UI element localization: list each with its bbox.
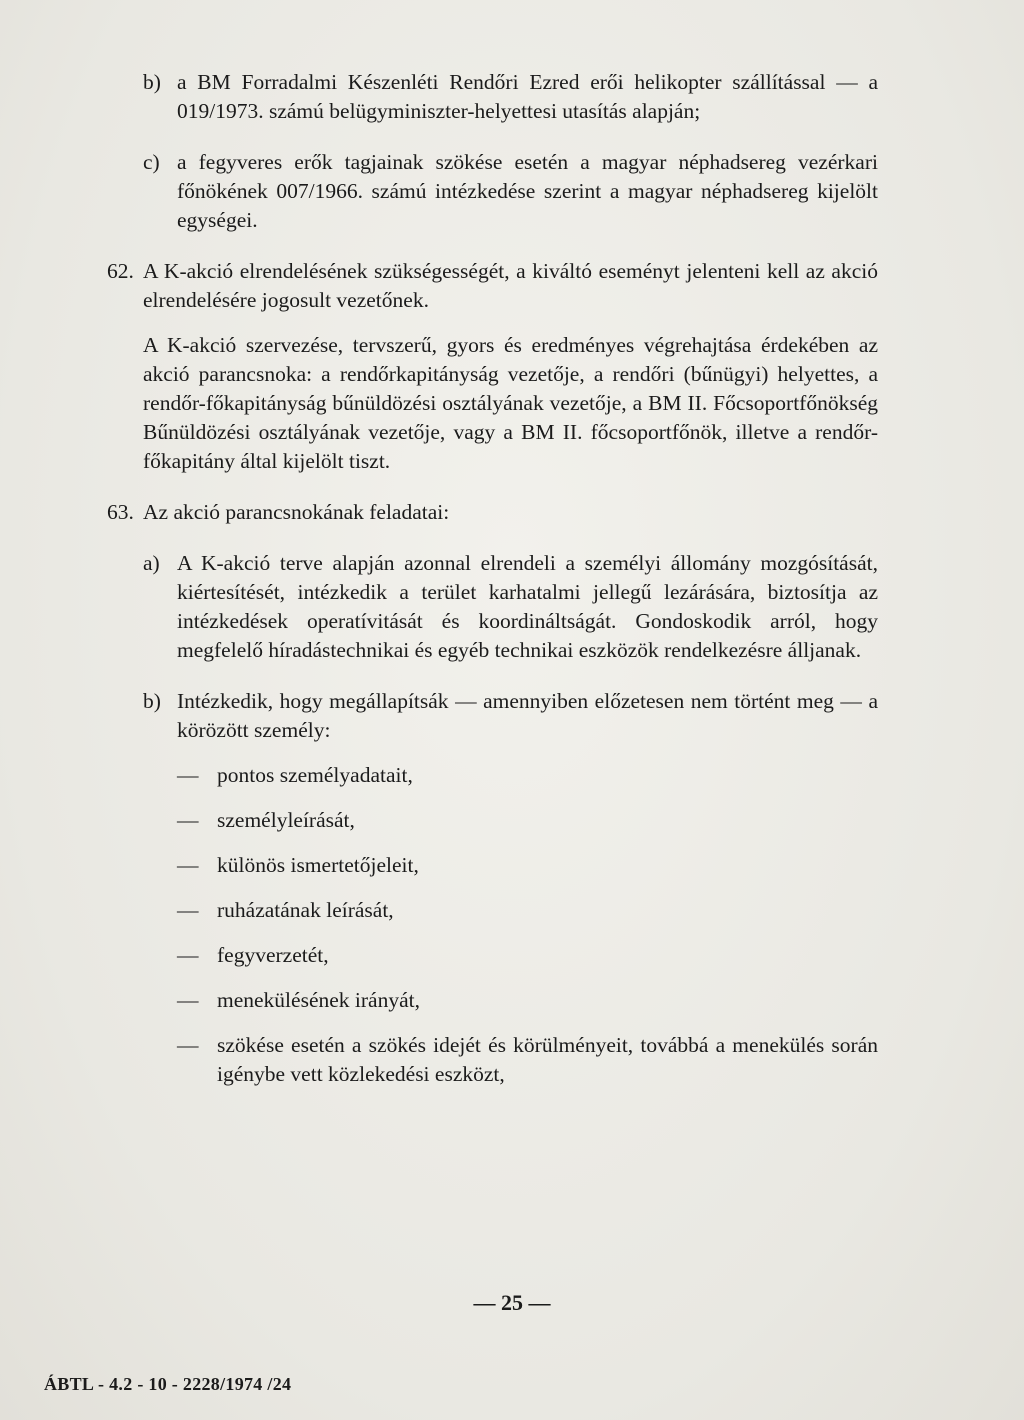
list-label: a)	[143, 551, 160, 575]
archive-reference: ÁBTL - 4.2 - 10 - 2228/1974 /24	[44, 1374, 292, 1394]
paragraph-63	[107, 498, 878, 527]
paragraph-text: Az akció parancsnokának feladatai:	[143, 500, 450, 524]
dash-marker: —	[177, 943, 199, 967]
list-text: a fegyveres erők tagjainak szökése esetén a magyar néphadsereg vezérkari főnökének 007/1966. számú intézkedése szerint a magyar néphadsereg kijelölt egységei.	[177, 150, 878, 232]
dash-item-text: szökése esetén a szökés idejét és körülményeit, továbbá a menekülés során igénybe vett közlekedési eszközt,	[217, 1033, 878, 1086]
dash-list-item	[143, 896, 878, 925]
dash-marker: —	[177, 898, 199, 922]
dash-list	[143, 761, 878, 1089]
dash-marker: —	[177, 1033, 199, 1057]
dash-item-text: személyleírását,	[217, 808, 355, 832]
paragraph-62-continued	[143, 331, 878, 476]
dash-list-item	[143, 851, 878, 880]
dash-list-item	[143, 761, 878, 790]
dash-list-item	[143, 1031, 878, 1089]
list-text: a BM Forradalmi Készenléti Rendőri Ezred erői helikopter szállítással — a 019/1973. számú belügyminiszter-helyettesi utasítás alapján;	[177, 70, 878, 123]
dash-marker: —	[177, 763, 199, 787]
paragraph-text: A K-akció elrendelésének szükségességét, a kiváltó eseményt jelenteni kell az akció elrendelésére jogosult vezetőnek.	[143, 259, 878, 312]
dash-item-text: különös ismertetőjeleit,	[217, 853, 419, 877]
paragraph-number: 62.	[107, 259, 134, 283]
dash-marker: —	[177, 853, 199, 877]
list-item-b-top	[143, 68, 878, 126]
paragraph-number: 63.	[107, 500, 134, 524]
dash-list-item	[143, 806, 878, 835]
dash-marker: —	[177, 808, 199, 832]
document-body	[107, 68, 878, 1089]
list-item-a	[143, 549, 878, 665]
dash-item-text: pontos személyadatait,	[217, 763, 413, 787]
list-text: A K-akció terve alapján azonnal elrendeli a személyi állomány mozgósítását, kiértesítését, intézkedik a terület karhatalmi jellegű lezárására, biztosítja az intézkedések operatívitását és koordináltságát. Gondoskodik arról, hogy megfelelő híradástechnikai és egyéb technikai eszközök rendelkezésre álljanak.	[177, 551, 878, 662]
paragraph-text: A K-akció szervezése, tervszerű, gyors és eredményes végrehajtása érdekében az akció parancsnoka: a rendőrkapitányság vezetője, a rendőri (bűnügyi) helyettes, a rendőr-főkapitányság bűnüldözési osztályának vezetője, a BM II. Főcsoportfőnökség Bűnüldözési osztályának vezetője, vagy a BM II. főcsoportfőnök, illetve a rendőr-főkapitány által kijelölt tiszt.	[143, 333, 878, 473]
dash-list-item	[143, 986, 878, 1015]
list-text: Intézkedik, hogy megállapítsák — amennyiben előzetesen nem történt meg — a körözött személy:	[177, 689, 878, 742]
page-number: — 25 —	[473, 1290, 551, 1315]
dash-item-text: menekülésének irányát,	[217, 988, 420, 1012]
list-item-c	[143, 148, 878, 235]
paragraph-62	[107, 257, 878, 315]
list-label: b)	[143, 70, 161, 94]
list-label: b)	[143, 689, 161, 713]
dash-list-item	[143, 941, 878, 970]
dash-item-text: ruházatának leírását,	[217, 898, 394, 922]
list-item-b	[143, 687, 878, 745]
dash-marker: —	[177, 988, 199, 1012]
dash-item-text: fegyverzetét,	[217, 943, 329, 967]
list-label: c)	[143, 150, 160, 174]
